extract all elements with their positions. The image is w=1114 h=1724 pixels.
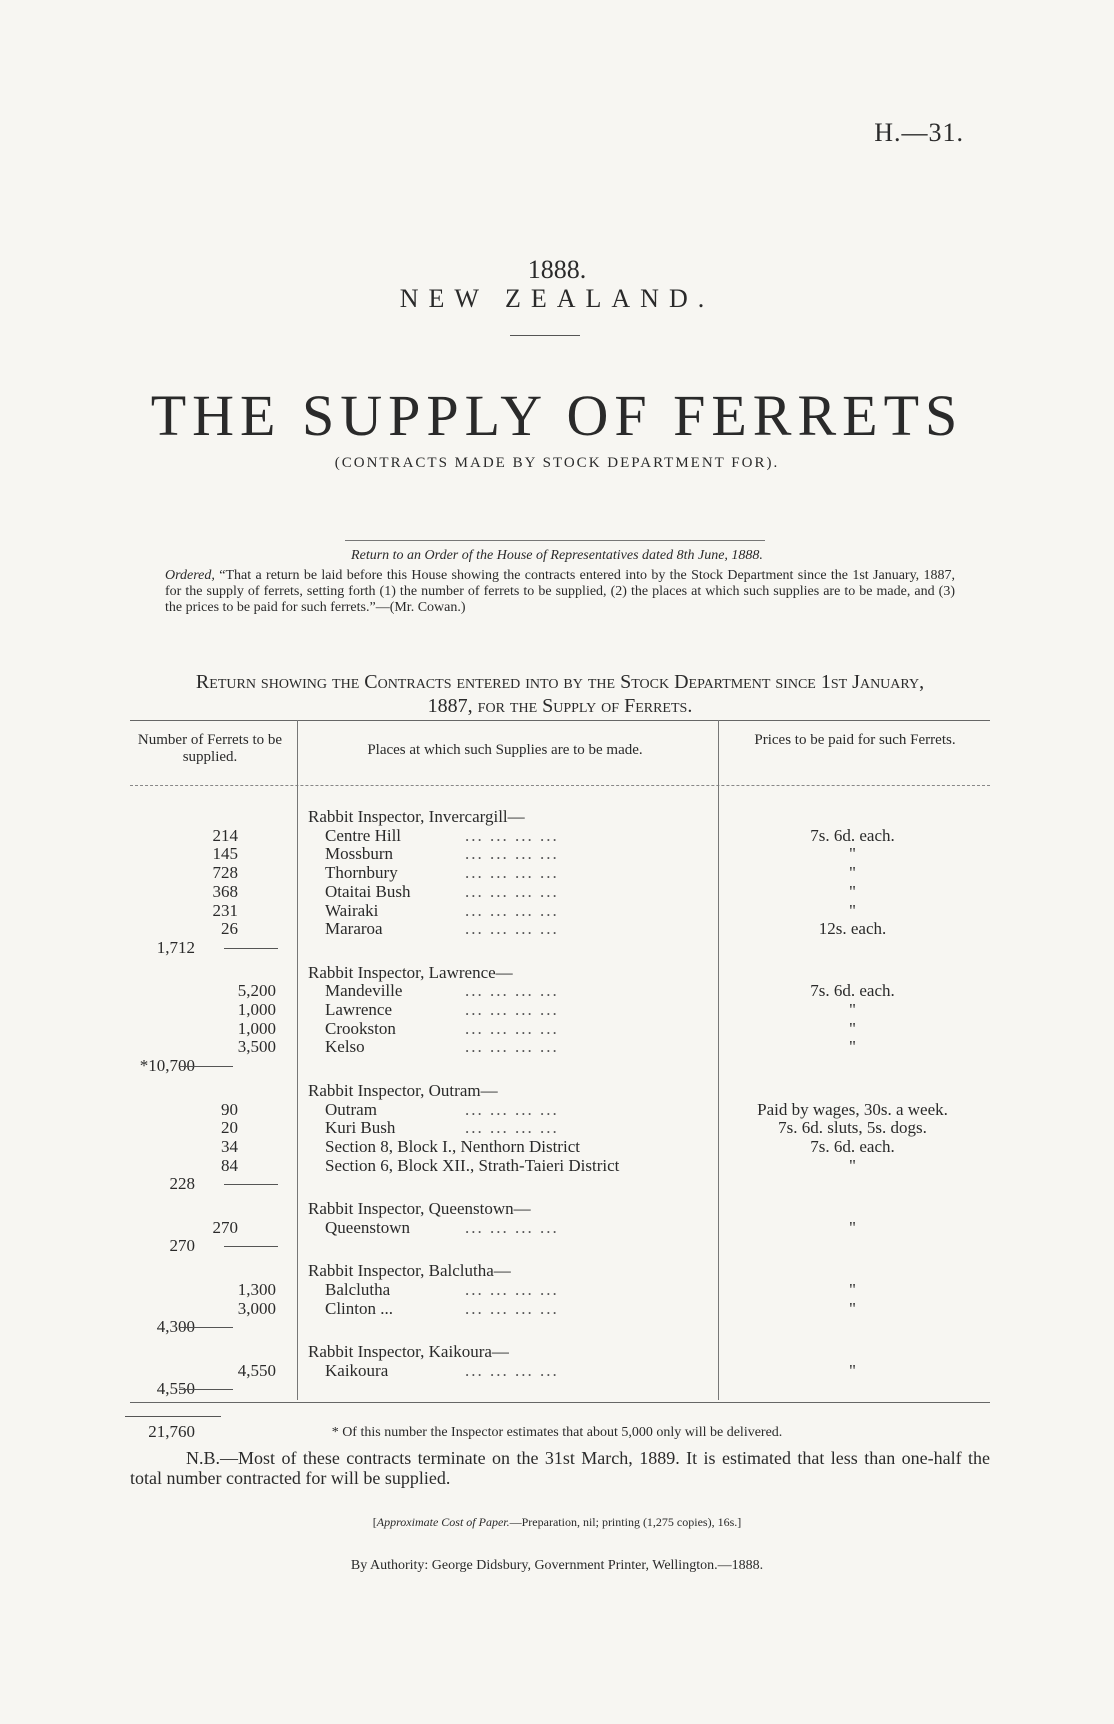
ferret-count: 34 bbox=[221, 1137, 238, 1156]
price-value: 7s. 6d. sluts, 5s. dogs. bbox=[778, 1118, 927, 1137]
table-row bbox=[0, 826, 1114, 845]
country-name: NEW ZEALAND. bbox=[399, 284, 715, 313]
table-row bbox=[0, 844, 1114, 863]
ferret-count: 4,550 bbox=[237, 1361, 276, 1380]
inspector-heading: Rabbit Inspector, Kaikoura— bbox=[308, 1342, 509, 1361]
subtotal: 4,550 bbox=[156, 1379, 195, 1398]
subtotal-rule bbox=[179, 1066, 233, 1067]
table-row bbox=[0, 1280, 1114, 1299]
table-bottom-rule bbox=[130, 1402, 990, 1403]
price-value: " bbox=[849, 1000, 856, 1019]
subtotal-rule bbox=[224, 1184, 278, 1185]
grand-total-rule bbox=[125, 1416, 221, 1417]
return-order: Return to an Order of the House of Representatives dated 8th June, 1888. bbox=[351, 548, 763, 563]
place-name: Thornbury bbox=[325, 863, 398, 882]
cost-text: —Preparation, nil; printing (1,275 copies), 16s. bbox=[509, 1515, 738, 1529]
ferret-count: 26 bbox=[221, 919, 238, 938]
leader-dots: ... ... ... ... bbox=[465, 1218, 559, 1237]
inspector-heading: Rabbit Inspector, Lawrence— bbox=[308, 963, 513, 982]
document-year: 1888. bbox=[527, 255, 587, 284]
place-name: Kuri Bush bbox=[325, 1118, 396, 1137]
price-value: " bbox=[849, 863, 856, 882]
table-row bbox=[0, 807, 1114, 826]
table-row bbox=[0, 981, 1114, 1000]
table-row bbox=[0, 901, 1114, 920]
printer-line: By Authority: George Didsbury, Government Printer, Wellington.—1888. bbox=[350, 1558, 764, 1573]
leader-dots: ... ... ... ... bbox=[465, 863, 559, 882]
price-value: " bbox=[849, 1361, 856, 1380]
subtotal: 228 bbox=[169, 1174, 195, 1193]
price-value: " bbox=[849, 1037, 856, 1056]
leader-dots: ... ... ... ... bbox=[465, 1037, 559, 1056]
page-subtitle: (CONTRACTS MADE BY STOCK DEPARTMENT FOR). bbox=[334, 455, 780, 471]
table-row bbox=[0, 1218, 1114, 1237]
ferret-count: 90 bbox=[221, 1100, 238, 1119]
price-value: Paid by wages, 30s. a week. bbox=[757, 1100, 948, 1119]
table-row bbox=[0, 1317, 1114, 1336]
ferret-count: 1,300 bbox=[237, 1280, 276, 1299]
ferret-count: 145 bbox=[212, 844, 238, 863]
price-value: 7s. 6d. each. bbox=[810, 981, 895, 1000]
divider bbox=[510, 335, 580, 336]
ferret-count: 3,000 bbox=[237, 1299, 276, 1318]
divider bbox=[345, 540, 765, 541]
inspector-heading: Rabbit Inspector, Queenstown— bbox=[308, 1199, 531, 1218]
table-row bbox=[0, 1137, 1114, 1156]
table-row bbox=[0, 1056, 1114, 1075]
leader-dots: ... ... ... ... bbox=[465, 1000, 559, 1019]
table-top-rule bbox=[130, 720, 990, 721]
place-name: Clinton ... bbox=[325, 1299, 394, 1318]
nb-note: N.B.—Most of these contracts terminate on the 31st March, 1889. It is estimated that less than one-half the total number contracted for will be supplied. bbox=[130, 1448, 990, 1488]
leader-dots: ... ... ... ... bbox=[465, 844, 559, 863]
column-header-prices: Prices to be paid for such Ferrets. bbox=[754, 732, 956, 748]
column-header-number: Number of Ferrets to be supplied. bbox=[137, 732, 283, 765]
cost-label: Approximate Cost of Paper. bbox=[376, 1515, 510, 1529]
inspector-heading: Rabbit Inspector, Invercargill— bbox=[308, 807, 525, 826]
place-name: Mararoa bbox=[325, 919, 383, 938]
subtotal: 4,300 bbox=[156, 1317, 195, 1336]
leader-dots: ... ... ... ... bbox=[465, 901, 559, 920]
price-value: " bbox=[849, 882, 856, 901]
table-row bbox=[0, 1081, 1114, 1100]
page-title: THE SUPPLY OF FERRETS bbox=[150, 383, 964, 448]
ferret-count: 231 bbox=[212, 901, 238, 920]
footnote: * Of this number the Inspector estimates that about 5,000 only will be delivered. bbox=[331, 1425, 783, 1440]
cost-of-paper: [Approximate Cost of Paper.—Preparation, nil; printing (1,275 copies), 16s.] bbox=[372, 1515, 742, 1529]
place-name: Crookston bbox=[325, 1019, 396, 1038]
leader-dots: ... ... ... ... bbox=[465, 981, 559, 1000]
place-name: Wairaki bbox=[325, 901, 379, 920]
place-name: Mandeville bbox=[325, 981, 403, 1000]
price-value: " bbox=[849, 1019, 856, 1038]
ordered-text: “That a return be laid before this House showing the contracts entered into by the Stock Department since the 1st January, 1887, for the supply of ferrets, setting forth (1) the number of ferrets to be supplied, (2) the places at which such supplies are to be made, and (3) the prices to be paid for such ferrets.”—(Mr. Cowan.) bbox=[165, 568, 956, 615]
table-heading-line2: 1887, for the Supply of Ferrets. bbox=[427, 695, 693, 717]
ferret-count: 214 bbox=[212, 826, 238, 845]
subtotal-rule bbox=[179, 1327, 233, 1328]
leader-dots: ... ... ... ... bbox=[465, 1299, 559, 1318]
inspector-heading: Rabbit Inspector, Balclutha— bbox=[308, 1261, 511, 1280]
leader-dots: ... ... ... ... bbox=[465, 1118, 559, 1137]
leader-dots: ... ... ... ... bbox=[465, 826, 559, 845]
leader-dots: ... ... ... ... bbox=[465, 1280, 559, 1299]
inspector-heading: Rabbit Inspector, Outram— bbox=[308, 1081, 498, 1100]
price-value: " bbox=[849, 844, 856, 863]
ferret-count: 368 bbox=[212, 882, 238, 901]
leader-dots: ... ... ... ... bbox=[465, 1019, 559, 1038]
price-value: " bbox=[849, 1299, 856, 1318]
place-name: Kelso bbox=[325, 1037, 365, 1056]
place-name: Queenstown bbox=[325, 1218, 410, 1237]
ordered-paragraph bbox=[165, 568, 955, 616]
price-value: 7s. 6d. each. bbox=[810, 1137, 895, 1156]
subtotal-rule bbox=[224, 948, 278, 949]
table-row bbox=[0, 1037, 1114, 1056]
price-value: " bbox=[849, 1280, 856, 1299]
subtotal-rule bbox=[224, 1246, 278, 1247]
place-name: Lawrence bbox=[325, 1000, 393, 1019]
table-heading-line1: Return showing the Contracts entered into by the Stock Department since 1st January, bbox=[195, 671, 925, 693]
table-row bbox=[0, 1236, 1114, 1255]
leader-dots: ... ... ... ... bbox=[465, 882, 559, 901]
price-value: " bbox=[849, 1156, 856, 1175]
table-row bbox=[0, 1379, 1114, 1398]
ferret-count: 1,000 bbox=[237, 1000, 276, 1019]
table-header-rule bbox=[130, 785, 990, 786]
grand-total: 21,760 bbox=[148, 1422, 195, 1441]
subtotal: 1,712 bbox=[156, 938, 195, 957]
ferret-count: 1,000 bbox=[237, 1019, 276, 1038]
table-row bbox=[0, 1156, 1114, 1175]
table-row bbox=[0, 1361, 1114, 1380]
price-value: " bbox=[849, 901, 856, 920]
ferret-count: 5,200 bbox=[237, 981, 276, 1000]
table-row bbox=[0, 963, 1114, 982]
table-row bbox=[0, 863, 1114, 882]
table-row bbox=[0, 1100, 1114, 1119]
table-row bbox=[0, 1118, 1114, 1137]
place-name: Mossburn bbox=[325, 844, 394, 863]
price-value: " bbox=[849, 1218, 856, 1237]
place-name: Balclutha bbox=[325, 1280, 391, 1299]
table-heading bbox=[130, 670, 990, 718]
table-row bbox=[0, 1299, 1114, 1318]
ferret-count: 270 bbox=[212, 1218, 238, 1237]
column-header-places: Places at which such Supplies are to be made. bbox=[367, 742, 643, 758]
table-row bbox=[0, 1199, 1114, 1218]
place-name: Otaitai Bush bbox=[325, 882, 411, 901]
table-row bbox=[0, 1261, 1114, 1280]
ferret-count: 84 bbox=[221, 1156, 238, 1175]
place-name: Section 6, Block XII., Strath-Taieri District bbox=[325, 1156, 620, 1175]
place-name: Centre Hill bbox=[325, 826, 402, 845]
table-row bbox=[0, 1174, 1114, 1193]
leader-dots: ... ... ... ... bbox=[465, 1100, 559, 1119]
table-row bbox=[0, 882, 1114, 901]
ordered-label: Ordered, bbox=[165, 568, 215, 583]
ferret-count: 3,500 bbox=[237, 1037, 276, 1056]
leader-dots: ... ... ... ... bbox=[465, 1361, 559, 1380]
table-row bbox=[0, 1000, 1114, 1019]
place-name: Section 8, Block I., Nenthorn District bbox=[325, 1137, 580, 1156]
leader-dots: ... ... ... ... bbox=[465, 919, 559, 938]
table-row bbox=[0, 938, 1114, 957]
table-row bbox=[0, 919, 1114, 938]
subtotal: *10,700 bbox=[139, 1056, 195, 1075]
ferret-count: 20 bbox=[221, 1118, 238, 1137]
subtotal: 270 bbox=[169, 1236, 195, 1255]
subtotal-rule bbox=[179, 1389, 233, 1390]
table-row bbox=[0, 1342, 1114, 1361]
price-value: 12s. each. bbox=[818, 919, 887, 938]
page-reference: H.—31. bbox=[874, 118, 964, 147]
price-value: 7s. 6d. each. bbox=[810, 826, 895, 845]
place-name: Outram bbox=[325, 1100, 377, 1119]
table-row bbox=[0, 1019, 1114, 1038]
ferret-count: 728 bbox=[212, 863, 238, 882]
place-name: Kaikoura bbox=[325, 1361, 389, 1380]
